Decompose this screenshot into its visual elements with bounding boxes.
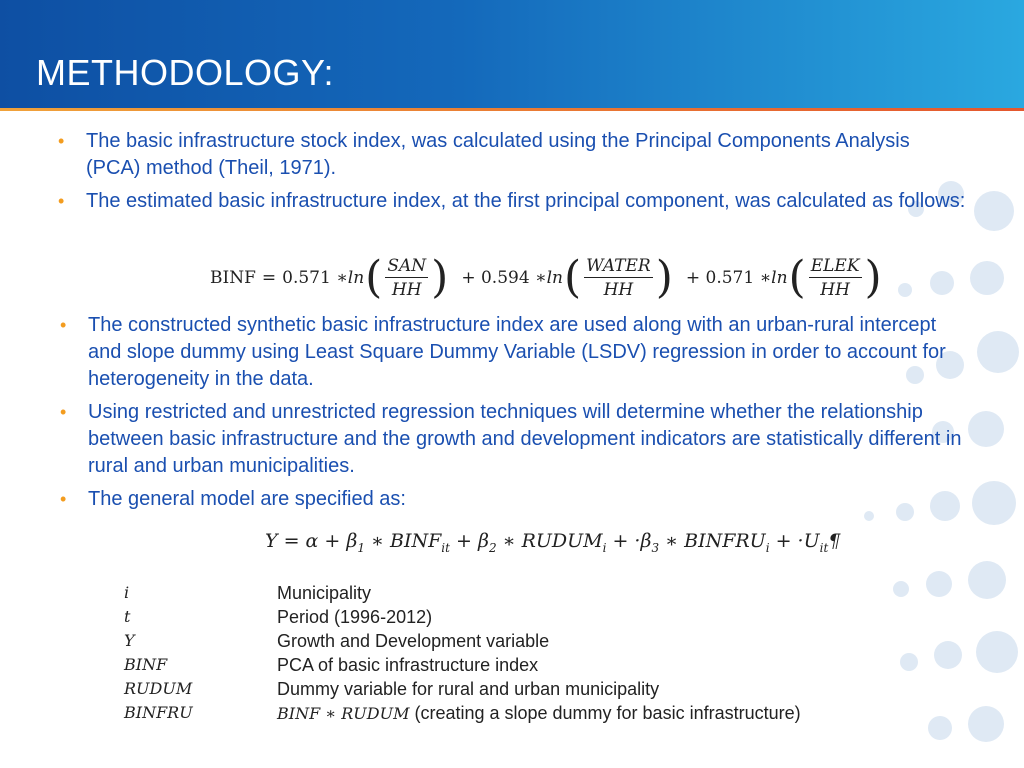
fraction-elek-hh: $\frac{\text{ELEK}}{HH}$ [810, 255, 860, 300]
general-model-equation: $Y = \alpha + \beta_1$ ∗ $BINF_{it} + \beta_2$ ∗ $RUDUM_i + \cdot\beta_3$ ∗ $BINFRU_i$ + $\cdot U_{it}\P$ [265, 530, 841, 555]
bullet-list-bottom [60, 312, 970, 519]
definition-row: t Period (1996-2012) [124, 607, 433, 627]
definition-row: RUDUM Dummy variable for rural and urban municipality [124, 679, 660, 699]
definition-row: i Municipality [124, 583, 372, 603]
bullet-dot-icon: • [58, 191, 65, 211]
title-bar [0, 0, 1024, 108]
definition-row: BINFRU BINF ∗ RUDUM (creating a slope dummy for basic infrastructure) [124, 703, 801, 723]
bullet-item: • Using restricted and unrestricted regression techniques will determine whether the relationship between basic infrastructure and the growth and development indicators are statistically different in rural and urban municipalities. [60, 401, 962, 477]
binf-equation: BINF = 0.571 ∗ ln ( $\frac{\text{SAN}}{HH}$ ) + 0.594 ∗ ln ( $\frac{\text{WATER}}{HH}$ ) + 0.571 ∗ ln ( $\frac{\text{ELEK}}{HH}$ ) [210, 252, 882, 303]
page-title: METHODOLOGY: [36, 52, 335, 93]
bullet-dot-icon: • [60, 402, 67, 422]
bullet-item: • The constructed synthetic basic infrastructure index are used along with an urban-rural intercept and slope dummy using Least Square Dummy Variable (LSDV) regression in order to account for heterogeneity in the data. [60, 314, 946, 390]
bullet-list-top [58, 128, 968, 221]
bullet-item: • The estimated basic infrastructure index, at the first principal component, was calculated as follows: [58, 188, 968, 215]
bullet-dot-icon: • [60, 315, 67, 335]
definition-row: Y Growth and Development variable [124, 631, 550, 651]
bullet-dot-icon: • [58, 131, 65, 151]
fraction-water-hh: $\frac{\text{WATER}}{HH}$ [586, 255, 651, 300]
bullet-dot-icon: • [60, 489, 67, 509]
bullet-item: • The general model are specified as: [60, 486, 970, 513]
variable-definitions [124, 583, 884, 727]
definition-row: BINF PCA of basic infrastructure index [124, 655, 539, 675]
fraction-san-hh: $\frac{\text{SAN}}{HH}$ [387, 255, 427, 300]
bullet-item: • The basic infrastructure stock index, was calculated using the Principal Components Analysis (PCA) method (Theil, 1971). [58, 130, 910, 179]
